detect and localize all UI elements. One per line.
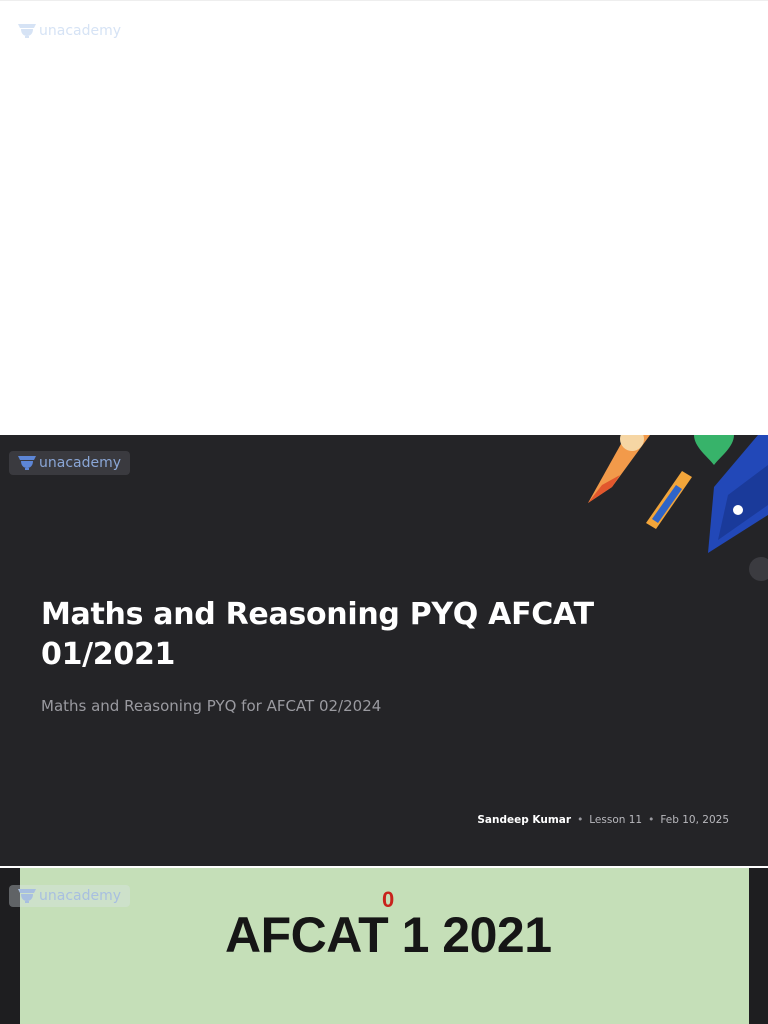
brand-logo bbox=[17, 23, 121, 39]
brand-name: unacademy bbox=[39, 888, 122, 904]
brand-logo bbox=[9, 885, 130, 907]
lesson-title: Maths and Reasoning PYQ AFCAT 01/2021 bbox=[41, 597, 594, 672]
brand-logo bbox=[9, 451, 130, 475]
board-annotation: 0 bbox=[382, 887, 395, 912]
lesson-meta bbox=[477, 814, 729, 826]
meta-separator: • bbox=[577, 814, 584, 826]
unacademy-logo-icon bbox=[17, 888, 37, 904]
board-title: AFCAT 1 2021 bbox=[225, 907, 552, 963]
board-slide bbox=[0, 868, 768, 1024]
stationery-illustration bbox=[568, 435, 768, 585]
meta-separator: • bbox=[648, 814, 655, 826]
brand-name: unacademy bbox=[39, 455, 122, 471]
brand-name: unacademy bbox=[39, 23, 122, 39]
unacademy-logo-icon bbox=[17, 23, 37, 39]
lesson-title-slide bbox=[0, 435, 768, 866]
lesson-number: Lesson 11 bbox=[589, 814, 643, 826]
blank-slide bbox=[0, 0, 768, 436]
lesson-date: Feb 10, 2025 bbox=[660, 814, 729, 826]
unacademy-logo-icon bbox=[17, 455, 37, 471]
lesson-subtitle: Maths and Reasoning PYQ for AFCAT 02/2024 bbox=[41, 697, 382, 715]
author-name: Sandeep Kumar bbox=[477, 814, 572, 826]
